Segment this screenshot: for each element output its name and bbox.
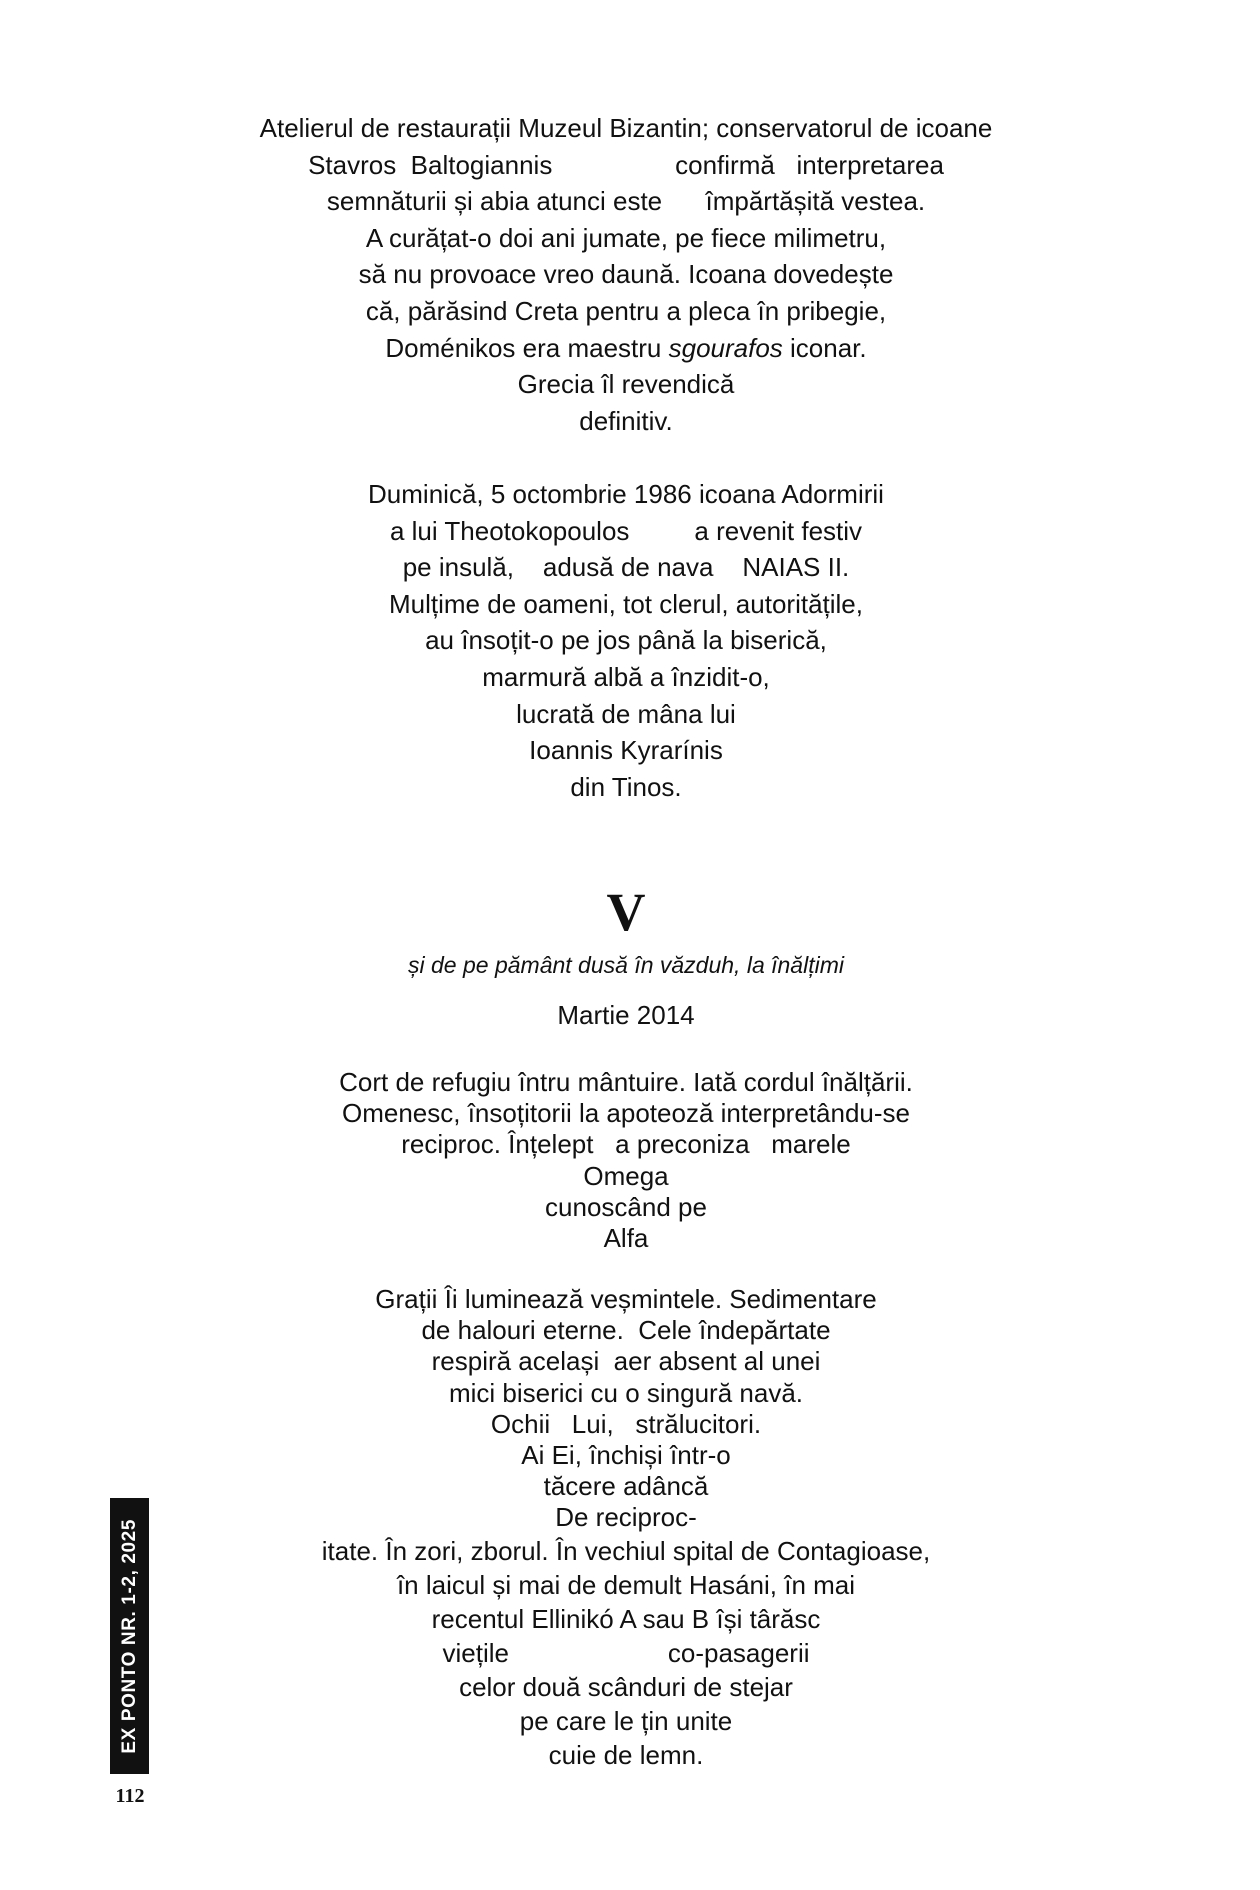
verse-line: Ochii Lui, strălucitori.: [490, 1408, 762, 1439]
verse-line: din Tinos.: [570, 771, 682, 802]
verse-line: Omega: [583, 1160, 669, 1191]
stanza-2: [176, 476, 1076, 805]
italic-word: sgourafos: [668, 332, 783, 363]
verse-line: mici biserici cu o singură navă.: [448, 1377, 804, 1408]
stanza-3: [176, 1067, 1076, 1254]
verse-line: a lui Theotokopoulos a revenit festiv: [389, 515, 863, 546]
verse-line: reciproc. Înțelept a preconiza marele: [401, 1129, 851, 1160]
verse-line: definitiv.: [579, 405, 673, 436]
journal-issue-label: EX PONTO NR. 1-2, 2025: [118, 1518, 140, 1754]
verse-line: respiră același aer absent al unei: [431, 1346, 821, 1377]
verse-line: [176, 330, 1076, 367]
verse-line: marmură albă a înzidit-o,: [482, 661, 770, 692]
verse-line: pe care le țin unite: [519, 1705, 733, 1736]
verse-line: Grații Îi luminează veșmintele. Sedimentare: [375, 1284, 877, 1314]
verse-line: să nu provoace vreo daună. Icoana dovedește: [358, 259, 894, 290]
verse-line: că, părăsind Creta pentru a pleca în pribegie,: [365, 295, 887, 326]
verse-text-after: iconar.: [782, 332, 867, 363]
verse-line: Grecia îl revendică: [517, 369, 735, 400]
verse-text-before: Doménikos era maestru: [385, 332, 669, 363]
stanza-1: [176, 110, 1076, 439]
verse-line: Atelierul de restaurații Muzeul Bizantin; conservatorul de icoane: [259, 113, 993, 143]
verse-line: Stavros Baltogiannis confirmă interpretarea: [308, 149, 944, 180]
verse-line: recentul Ellinikó A sau B își târăsc: [431, 1603, 821, 1634]
page-number: 112: [115, 1785, 145, 1807]
verse-line: cunoscând pe: [545, 1191, 707, 1222]
verse-line: Ai Ei, închiși într-o: [521, 1440, 731, 1471]
verse-line: Alfa: [603, 1223, 649, 1254]
section-heading: V: [606, 882, 646, 942]
verse-line: De reciproc-: [555, 1502, 697, 1533]
verse-line: pe insulă, adusă de nava NAIAS II.: [402, 552, 850, 583]
journal-sidebar: [110, 1498, 149, 1774]
verse-line: lucrată de mâna lui: [516, 698, 736, 729]
verse-line: viețile co-pasagerii: [442, 1637, 810, 1668]
verse-line: Omenesc, însoțitorii la apoteoză interpretându-se: [342, 1098, 910, 1129]
verse-line: celor două scânduri de stejar: [459, 1671, 793, 1702]
verse-line: Mulțime de oameni, tot clerul, autoritățile,: [389, 588, 863, 619]
verse-line: semnăturii și abia atunci este împărtășită vestea.: [326, 186, 926, 217]
section-subtitle: și de pe pământ dusă în văzduh, la înălțimi: [408, 952, 844, 978]
verse-line: în laicul și mai de demult Hasáni, în mai: [396, 1569, 856, 1600]
verse-line: de halouri eterne. Cele îndepărtate: [421, 1315, 831, 1346]
verse-line: itate. În zori, zborul. În vechiul spital de Contagioase,: [321, 1535, 931, 1566]
section-date: Martie 2014: [557, 1000, 695, 1030]
verse-line: Cort de refugiu întru mântuire. Iată cordul înălțării.: [339, 1067, 913, 1097]
verse-line: A curățat-o doi ani jumate, pe fiece milimetru,: [365, 222, 887, 253]
stanza-4: [176, 1284, 1076, 1772]
verse-line: Duminică, 5 octombrie 1986 icoana Adormirii: [368, 479, 884, 509]
verse-line: Ioannis Kyrarínis: [529, 735, 723, 766]
verse-line: cuie de lemn.: [548, 1739, 704, 1770]
verse-line: tăcere adâncă: [543, 1471, 709, 1502]
verse-line: au însoțit-o pe jos până la biserică,: [425, 625, 827, 656]
